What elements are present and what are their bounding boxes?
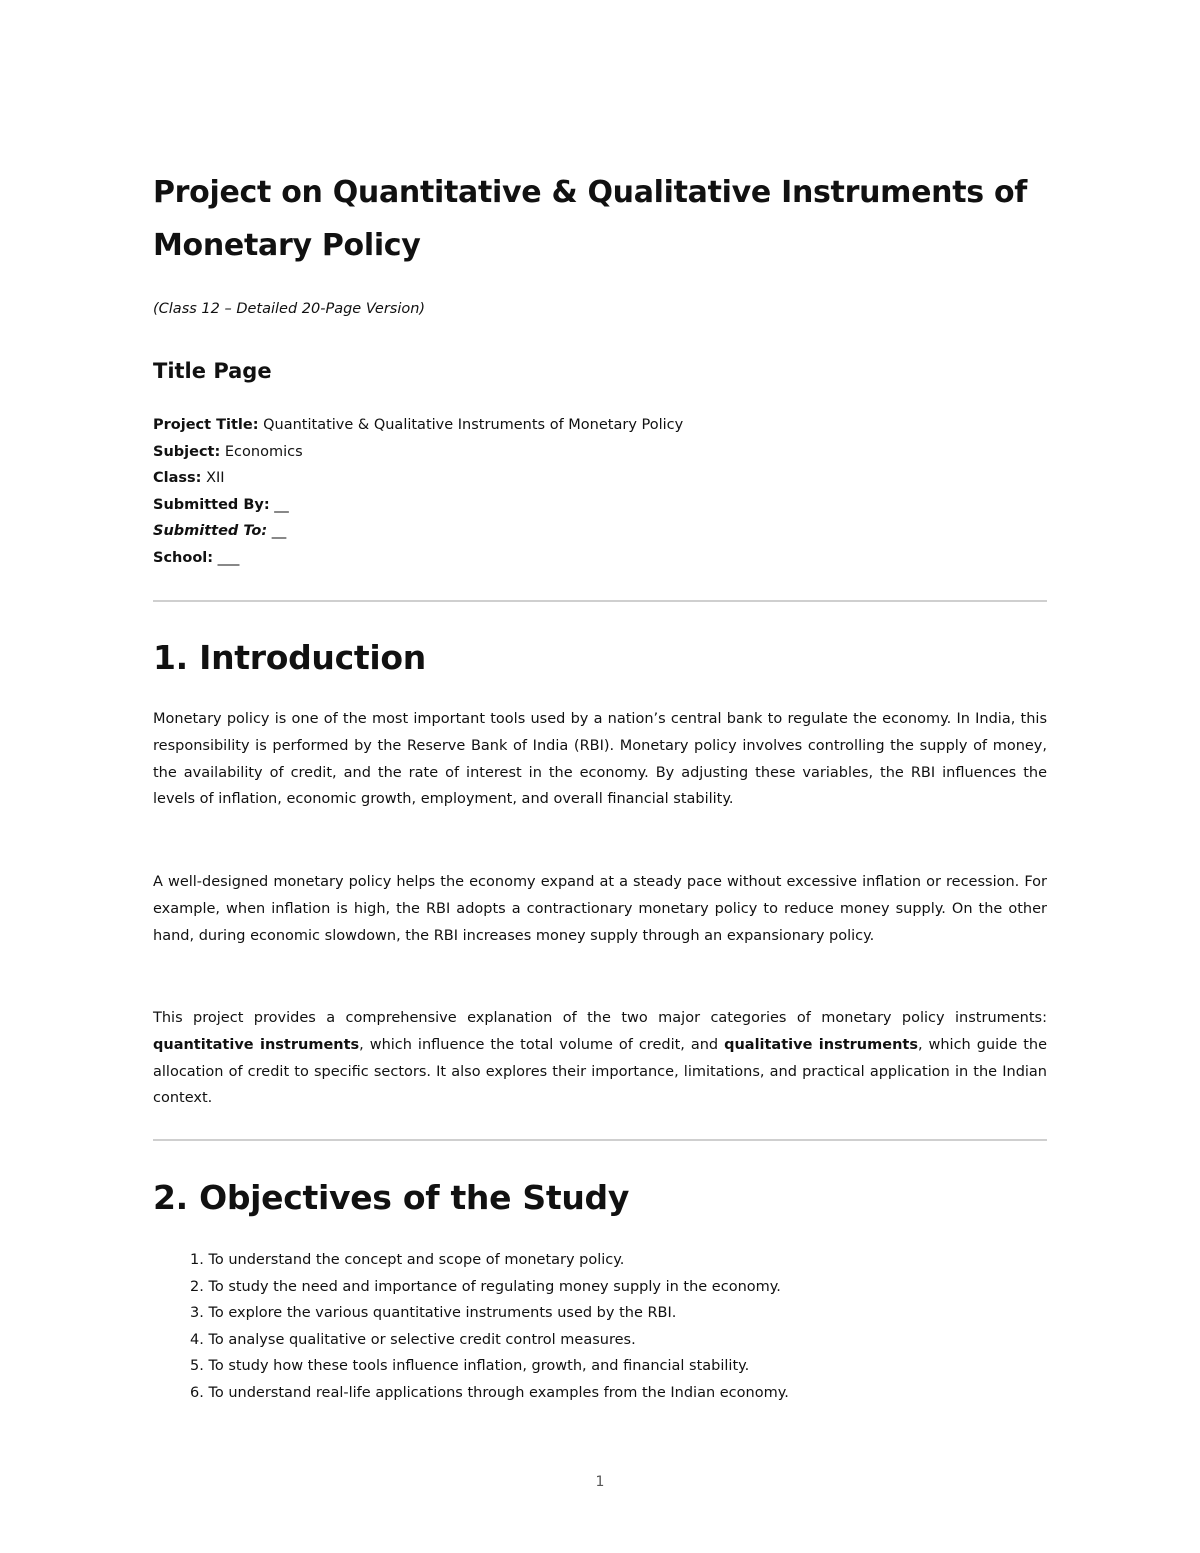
bold-term: quantitative instruments (153, 1036, 360, 1053)
field-value: __ (267, 523, 287, 539)
field-label: Class: (153, 470, 202, 486)
list-item: 5. To study how these tools influence inflation, growth, and financial stability. (190, 1358, 750, 1374)
field-project-title (153, 412, 1047, 439)
title-page-heading: Title Page (153, 359, 272, 383)
field-class (153, 465, 1047, 492)
page-number: 1 (595, 1474, 605, 1490)
list-item: 1. To understand the concept and scope of monetary policy. (190, 1252, 625, 1268)
field-value: ___ (213, 549, 240, 566)
list-item: 4. To analyse qualitative or selective credit control measures. (190, 1331, 636, 1348)
introduction-paragraph-2: A well-designed monetary policy helps the economy expand at a steady pace without excessive inflation or recession. For example, when inflation is high, the RBI adopts a contractionary monetary policy to reduce money supply. On the other hand, during economic slowdown, the RBI increases money supply through an expansionary policy. (153, 874, 1047, 944)
objectives-list (190, 1247, 1047, 1406)
field-submitted-to (153, 518, 1047, 545)
objectives-heading: 2. Objectives of the Study (153, 1178, 630, 1217)
field-school (153, 545, 1047, 572)
introduction-heading: 1. Introduction (153, 638, 426, 677)
bold-term: qualitative instruments (724, 1036, 918, 1053)
field-label: School: (153, 549, 214, 566)
introduction-paragraph-1: Monetary policy is one of the most important tools used by a nation’s central bank to regulate the economy. In India, this responsibility is performed by the Reserve Bank of India (RBI). Monetary policy involves controlling the supply of money, the availability of credit, and the rate of interest in the economy. By adjusting these variables, the RBI influences the levels of inflation, economic growth, employment, and overall financial stability. (153, 711, 1047, 808)
list-item: 3. To explore the various quantitative instruments used by the RBI. (190, 1305, 677, 1321)
field-label: Project Title: (153, 417, 259, 433)
text: , which guide the allocation of credit to specific sectors. It also explores their importance, limitations, and practical application in the Indian context. (153, 1036, 1047, 1107)
list-item: 2. To study the need and importance of regulating money supply in the economy. (190, 1278, 781, 1295)
field-label: Subject: (153, 443, 221, 460)
section-divider (153, 1139, 1047, 1141)
field-subject (153, 439, 1047, 466)
field-label: Submitted To: (153, 523, 268, 539)
text: This project provides a comprehensive explanation of the two major categories of monetary policy instruments: (153, 1010, 1047, 1026)
field-value: __ (269, 496, 289, 513)
text: , which influence the total volume of credit, and (359, 1036, 725, 1053)
document-subtitle: (Class 12 – Detailed 20-Page Version) (153, 301, 426, 317)
title-page-fields (153, 412, 1047, 571)
document-title: Project on Quantitative & Qualitative Instruments of Monetary Policy (153, 175, 1028, 263)
field-submitted-by (153, 492, 1047, 519)
field-value: XII (201, 470, 225, 486)
section-divider (153, 600, 1047, 602)
field-label: Submitted By: (153, 496, 270, 513)
introduction-paragraph-3 (153, 1005, 1047, 1112)
field-value: Quantitative & Qualitative Instruments of Monetary Policy (258, 417, 684, 433)
list-item: 6. To understand real-life applications through examples from the Indian economy. (190, 1384, 789, 1401)
field-value: Economics (220, 443, 303, 460)
